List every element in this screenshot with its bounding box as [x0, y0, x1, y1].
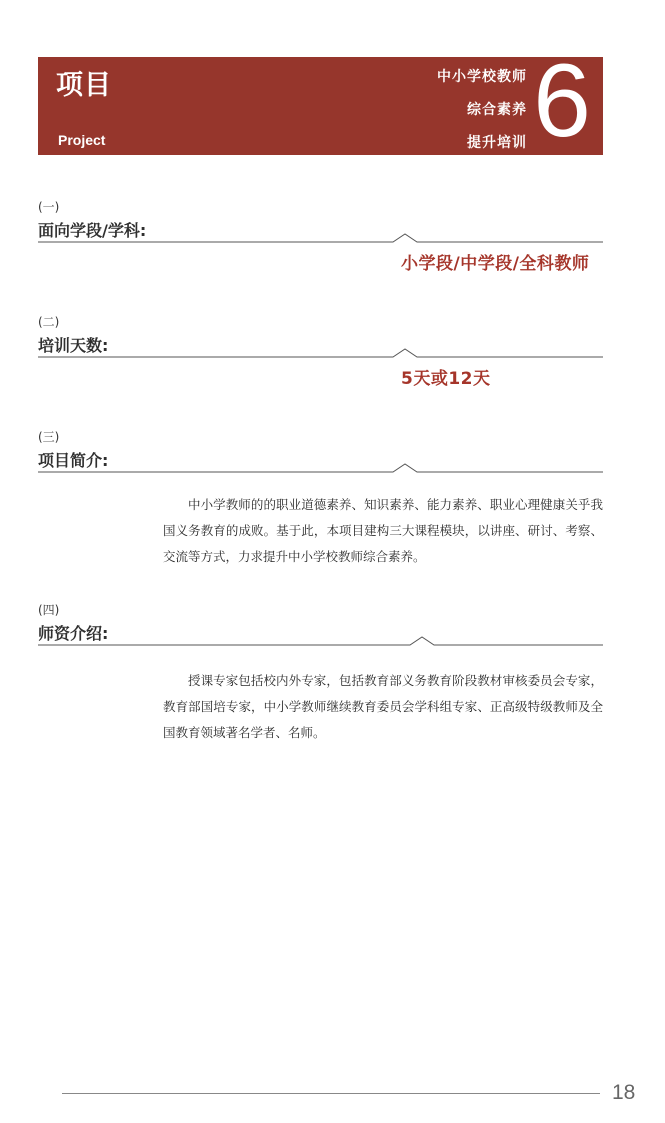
section-4-label: 师资介绍: — [38, 624, 109, 643]
section-4-paragraph: 授课专家包括校内外专家，包括教育部义务教育阶段教材审核委员会专家，教育部国培专家，中小学教师继续教育委员会学科组专家、正高级特级教师及全国教育领域著名学者、名师。 — [163, 673, 603, 740]
section-1-value: 小学段/中学段/全科教师 — [401, 254, 590, 274]
section-4-divider — [38, 635, 603, 647]
section-4-number: (四) — [38, 603, 60, 617]
project-banner — [38, 43, 603, 159]
section-1-divider — [38, 232, 603, 244]
section-2-number: (二) — [38, 315, 60, 329]
section-3-divider — [38, 462, 603, 474]
section-2-value: 5天或12天 — [401, 369, 491, 389]
section-3-number: (三) — [38, 430, 60, 444]
section-1-number: (一) — [38, 200, 60, 214]
section-3-paragraph: 中小学教师的的职业道德素养、知识素养、能力素养、职业心理健康关乎我国义务教育的成败。基于此，本项目建构三大课程模块，以讲座、研讨、考察、交流等方式，力求提升中小学校教师综合素养。 — [163, 497, 603, 564]
section-2-divider — [38, 347, 603, 359]
banner-line-2: 综合素养 — [467, 102, 527, 118]
section-3-label: 项目简介: — [38, 451, 109, 470]
banner-subtitle: Project — [58, 132, 106, 148]
footer-divider — [62, 1093, 600, 1094]
section-2-label: 培训天数: — [38, 336, 109, 355]
section-1-label: 面向学段/学科: — [38, 221, 147, 240]
banner-line-1: 中小学校教师 — [437, 69, 527, 85]
banner-line-3: 提升培训 — [467, 135, 527, 151]
page-number: 18 — [612, 1081, 636, 1104]
banner-number: 6 — [533, 43, 591, 159]
banner-title: 项目 — [56, 70, 112, 101]
